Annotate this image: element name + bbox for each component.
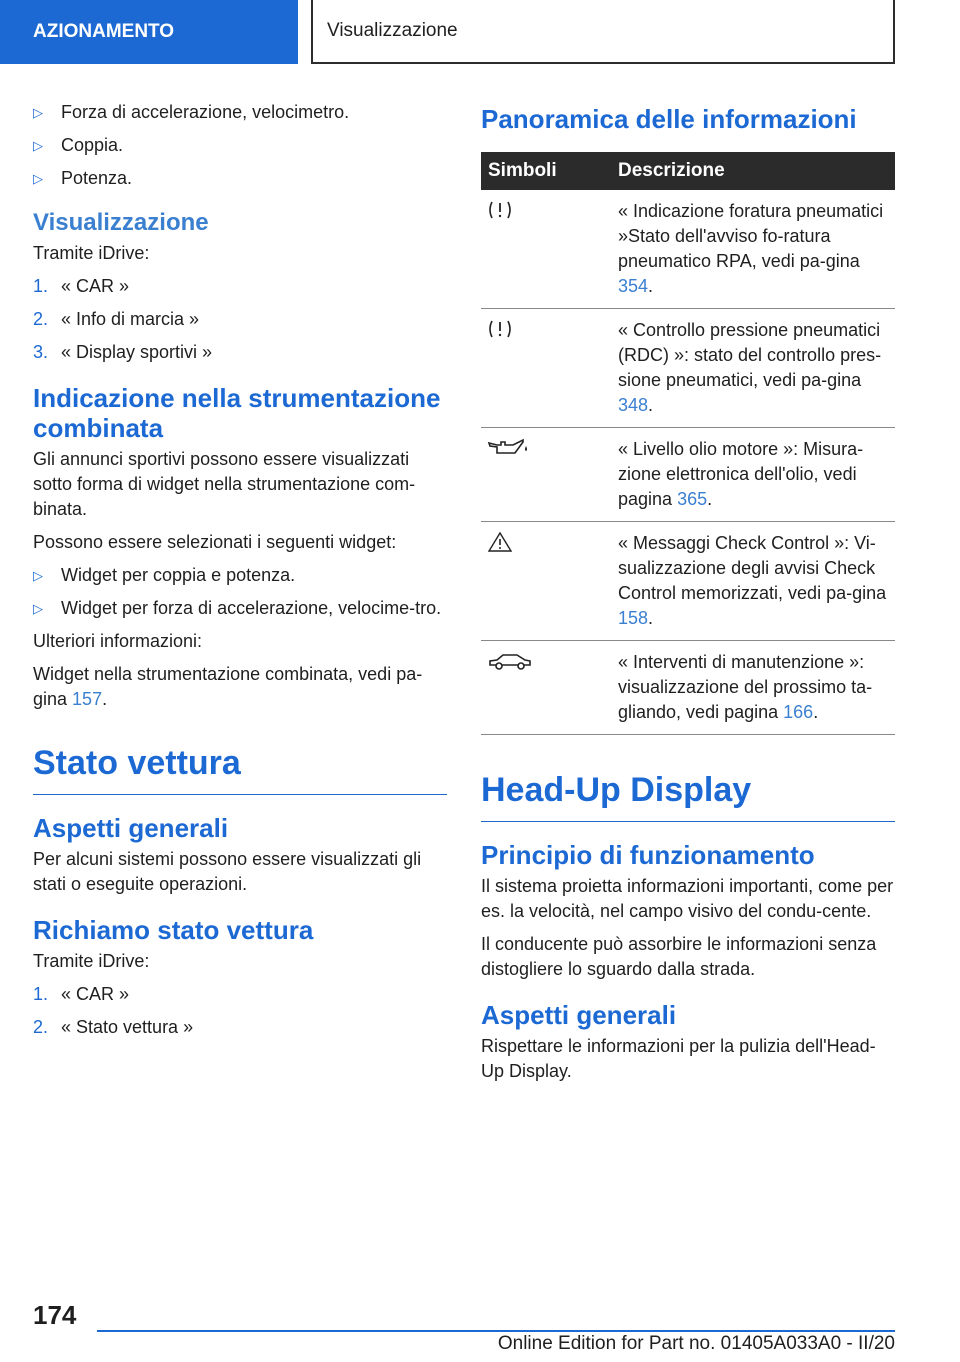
table-row: « Livello olio motore »: Misura-zione elettronica dell'olio, vedi pagina 365. <box>481 428 895 522</box>
table-row: « Controllo pressione pneumatici (RDC) »: stato del controllo pres-sione pneumatici, vedi pa-gina 348. <box>481 309 895 428</box>
visualizzazione-heading: Visualizzazione <box>33 209 209 236</box>
bullet-triangle-icon: ▷ <box>33 568 43 583</box>
section-label: AZIONAMENTO <box>33 21 175 42</box>
step-item: 1. « CAR » <box>33 984 130 1004</box>
visualizzazione-text: Tramite iDrive: <box>33 243 150 263</box>
table-row: « Messaggi Check Control »: Vi-sualizzazione degli avvisi Check Control memorizzati, vedi pa-gina 158. <box>481 522 895 641</box>
service-car-icon <box>487 650 533 672</box>
list-item: ▷ Widget per coppia e potenza. <box>33 563 447 588</box>
list-item: ▷ Widget per forza di accelerazione, velocime-tro. <box>33 596 447 621</box>
page-header <box>311 0 895 64</box>
footer-divider <box>97 1330 895 1332</box>
column-header-description: Descrizione <box>618 152 895 190</box>
bullet-triangle-icon: ▷ <box>33 138 43 153</box>
head-up-display-title: Head-Up Display <box>481 767 895 822</box>
aspetti-generali-heading-2: Aspetti generali <box>481 1000 677 1030</box>
table-row: « Indicazione foratura pneumatici »Stato dell'avviso fo-ratura pneumatico RPA, vedi pa-gina 354. <box>481 190 895 309</box>
page-link[interactable]: 348 <box>618 395 649 415</box>
principio-text: Il sistema proietta informazioni importanti, come per es. la velocità, nel campo visivo del condu-cente. <box>481 876 894 921</box>
bullet-triangle-icon: ▷ <box>33 601 43 616</box>
edition-text: Online Edition for Part no. 01405A033A0 - II/20 <box>497 1333 895 1354</box>
oil-can-icon <box>487 437 529 459</box>
stato-vettura-title: Stato vettura <box>33 740 447 795</box>
aspetti-generali-text: Per alcuni sistemi possono essere visualizzati gli stati o eseguite operazioni. <box>33 849 422 894</box>
indicazione-text-2: Possono essere selezionati i seguenti widget: <box>33 532 397 552</box>
page-link[interactable]: 354 <box>618 276 649 296</box>
right-column <box>481 100 895 1092</box>
principio-text-2: Il conducente può assorbire le informazioni senza distogliere lo sguardo dalla strada. <box>481 934 877 979</box>
richiamo-heading: Richiamo stato vettura <box>33 915 314 945</box>
page-link[interactable]: 166 <box>783 702 814 722</box>
list-item: ▷ Coppia. <box>33 133 447 158</box>
bullet-triangle-icon: ▷ <box>33 105 43 120</box>
table-row: « Interventi di manutenzione »: visualizzazione del prossimo ta-gliando, vedi pagina 166. <box>481 641 895 735</box>
aspetti-generali-text-2: Rispettare le informazioni per la pulizia dell'Head-Up Display. <box>481 1036 876 1081</box>
page-link[interactable]: 157 <box>72 689 103 709</box>
warning-triangle-icon <box>487 531 513 553</box>
info-table <box>481 152 895 735</box>
page-link[interactable]: 365 <box>677 489 708 509</box>
step-item: 3. « Display sportivi » <box>33 342 213 362</box>
left-column <box>33 100 447 1048</box>
richiamo-text: Tramite iDrive: <box>33 951 150 971</box>
indicazione-text: Gli annunci sportivi possono essere visualizzati sotto forma di widget nella strumentazione com-binata. <box>33 449 416 519</box>
tire-warning-icon <box>487 199 513 221</box>
panoramica-heading: Panoramica delle informazioni <box>481 104 857 134</box>
page-link[interactable]: 158 <box>618 608 649 628</box>
section-tab <box>0 0 298 64</box>
page-number: 174 <box>33 1300 77 1330</box>
column-header-symbols: Simboli <box>481 152 618 190</box>
aspetti-generali-heading: Aspetti generali <box>33 813 229 843</box>
tire-warning-icon <box>487 318 513 340</box>
principio-heading: Principio di funzionamento <box>481 840 815 870</box>
table-header-row <box>481 152 895 190</box>
widget-reference: Widget nella strumentazione combinata, vedi pa-gina 157. <box>33 664 423 709</box>
bullet-triangle-icon: ▷ <box>33 171 43 186</box>
step-item: 2. « Info di marcia » <box>33 309 200 329</box>
list-item: ▷ Potenza. <box>33 166 447 191</box>
list-item: ▷ Forza di accelerazione, velocimetro. <box>33 100 447 125</box>
indicazione-heading: Indicazione nella strumentazione combinata <box>33 383 441 443</box>
step-item: 2. « Stato vettura » <box>33 1017 194 1037</box>
page-header-title: Visualizzazione <box>327 20 458 41</box>
step-item: 1. « CAR » <box>33 276 130 296</box>
more-info-label: Ulteriori informazioni: <box>33 631 203 651</box>
